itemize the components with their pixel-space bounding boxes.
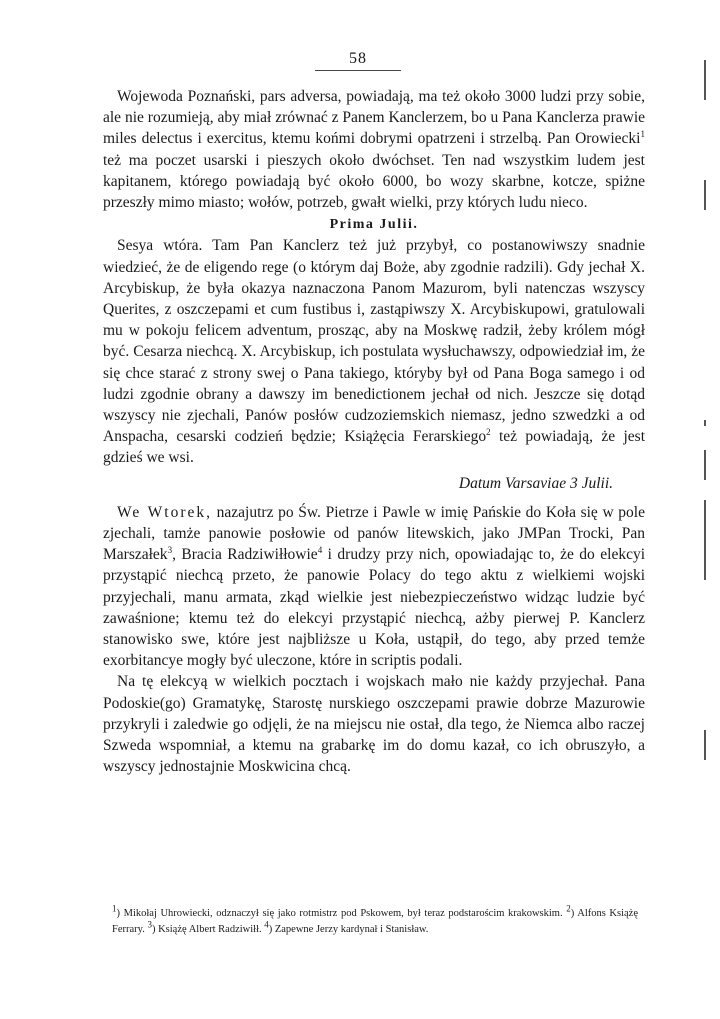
footnote-block: $^1$) Mikołaj Uhrowiecki, odznaczył się jako rotmistrz pod Pskowem, był teraz podstarościm krakowskim. $^2$) Alfons Książę Ferrary. $^3$) Książę Albert Radziwiłł. $^4$) Zapewne Jerzy kardynał i Stanisław.: [112, 903, 639, 935]
paragraph-3: [103, 502, 645, 672]
paragraph-2-rest: też powiadają, że jest gdzieś we wsi.: [103, 428, 646, 467]
dateline: Datum Varsaviae 3 Julii.: [458, 474, 613, 492]
footnote-3: Książę Albert Radziwiłł.: [155, 924, 262, 935]
page-number: 58: [349, 50, 367, 67]
paragraph-2: [103, 235, 645, 468]
paragraph-2-text: Sesya wtóra. Tam Pan Kanclerz też już przybył, co postanowiwszy snadnie wiedzieć, że de eligendo rege (o którym daj Boże, aby zgodnie radzili). Gdy jechał X. Arcybiskup, że była okazya naznaczona Panom Mazurom, byli natenczas wszyscy Querites, z oszczepami et cum fustibus i, zastąpiwszy X. Arcybiskupowi, gratulowali mu w pokoju felicem adventum, prosząc, aby na Moskwę radził, żeby królem mógł być. Cesarza niechcą. X. Arcybiskup, ich postulata wysłuchawszy, odpowiedział im, że się chce starać z strony swej o Pana takiego, któryby był od Pana Boga samego i od ludzi zgodnie obrany a dawszy im benedictionem jechał od nich. Jeszcze się dotąd wszyscy nie zjechali, Panów posłów cudzoziemskich niemasz, jedno szwedzki a od Anspacha, cesarski codzień będzie; Książęcia Ferarskiego: [103, 237, 645, 446]
paragraph-1-rest: też ma poczet usarski i pieszych około dwóchset. Ten nad wszystkim ludem jest kapitanem, którego powiadają być około 6000, bo wozy skarbne, kotcze, spiżne przeszły mimo miasto; wołów, potrzeb, gwałt wielki, przy których ludu nieco.: [103, 151, 645, 212]
scan-mark: [704, 450, 706, 480]
footnote-ref-2: 2: [486, 427, 491, 438]
section-title: Prima Julii.: [329, 217, 419, 233]
scan-mark: [704, 500, 706, 580]
footnote-2: Alfons Książę Ferrary.: [112, 908, 639, 935]
paragraph-3-rest: i drudzy przy nich, opowiadając to, że do elekcyi przystąpić niechcą przeto, że panowie Polacy do tego aktu z wielkiemi wojski przyjechali, manu armata, zkąd wielkie jest niebezpieczeństwo widząc ludzie być zawaśnione; ktemu też do elekcyi przystąpić niechcą, ażby pierwej P. Kanclerz stanowisko swe, które jest najbliższe u Koła, ustąpił, do tego, aby przed temże exorbitancye mogły być uleczone, które in scriptis podali.: [103, 546, 646, 670]
footnote-mark-4: 4: [264, 919, 269, 930]
margin-scan-marks: [702, 0, 718, 1019]
scan-mark: [704, 730, 706, 760]
footnote-1: Mikołaj Uhrowiecki, odznaczył się jako rotmistrz pod Pskowem, był teraz podstarościm krakowskim.: [120, 908, 563, 919]
scan-mark: [704, 420, 706, 426]
paragraph-3-mid: , Bracia Radziwiłłowie: [172, 546, 318, 564]
footnote-ref-4: 4: [317, 545, 323, 556]
footnote-4: Zapewne Jerzy kardynał i Stanisław.: [272, 924, 429, 935]
paragraph-3-text: nazajutrz po Św. Pietrze i Pawle w imię Pańskie do Koła się w pole zjechali, tamże panowie posłowie od panów litewskich, jako JMPan Trocki, Pan Marszałek: [103, 503, 645, 564]
footnote-ref-1: 1: [640, 129, 645, 140]
scan-mark: [704, 60, 706, 100]
footnote-mark-2: 2: [566, 903, 571, 914]
paragraph-4: Na tę elekcyą w wielkich pocztach i wojskach mało nie każdy przyjechał. Pana Podoskie(go) Gramatykę, Starostę nurskiego oszczepami prawie dobrze Mazurowie przykryli i zaledwie go odjęli, że na miejscu nie ostał, dla tego, że Niemca albo raczej Szweda wspomniał, a ktemu na grabarkę im do domu kazał, co ich obruszyło, a wszyscy jednostajnie Moskwicina chcą.: [103, 673, 645, 776]
footnote-ref-3: 3: [167, 545, 173, 556]
paragraph-3-lead: We Wtorek,: [117, 503, 212, 521]
footnotes: [112, 903, 639, 938]
footnote-mark-3: 3: [147, 919, 152, 930]
page-number-rule: [315, 70, 401, 71]
footnote-mark-1: 1: [112, 903, 117, 914]
scan-mark: [704, 180, 706, 210]
paragraph-1: [103, 86, 645, 213]
paragraph-1-text: Wojewoda Poznański, pars adversa, powiadają, ma też około 3000 ludzi przy sobie, ale nie rozumieją, aby miał zrównać z Panem Kanclerzem, bo u Pana Kanclerza prawie miles delectus i exercitus, ktemu końmi dobrymi opatrzeni i strzelbą. Pan Orowiecki: [103, 88, 645, 148]
main-text: [103, 86, 645, 778]
